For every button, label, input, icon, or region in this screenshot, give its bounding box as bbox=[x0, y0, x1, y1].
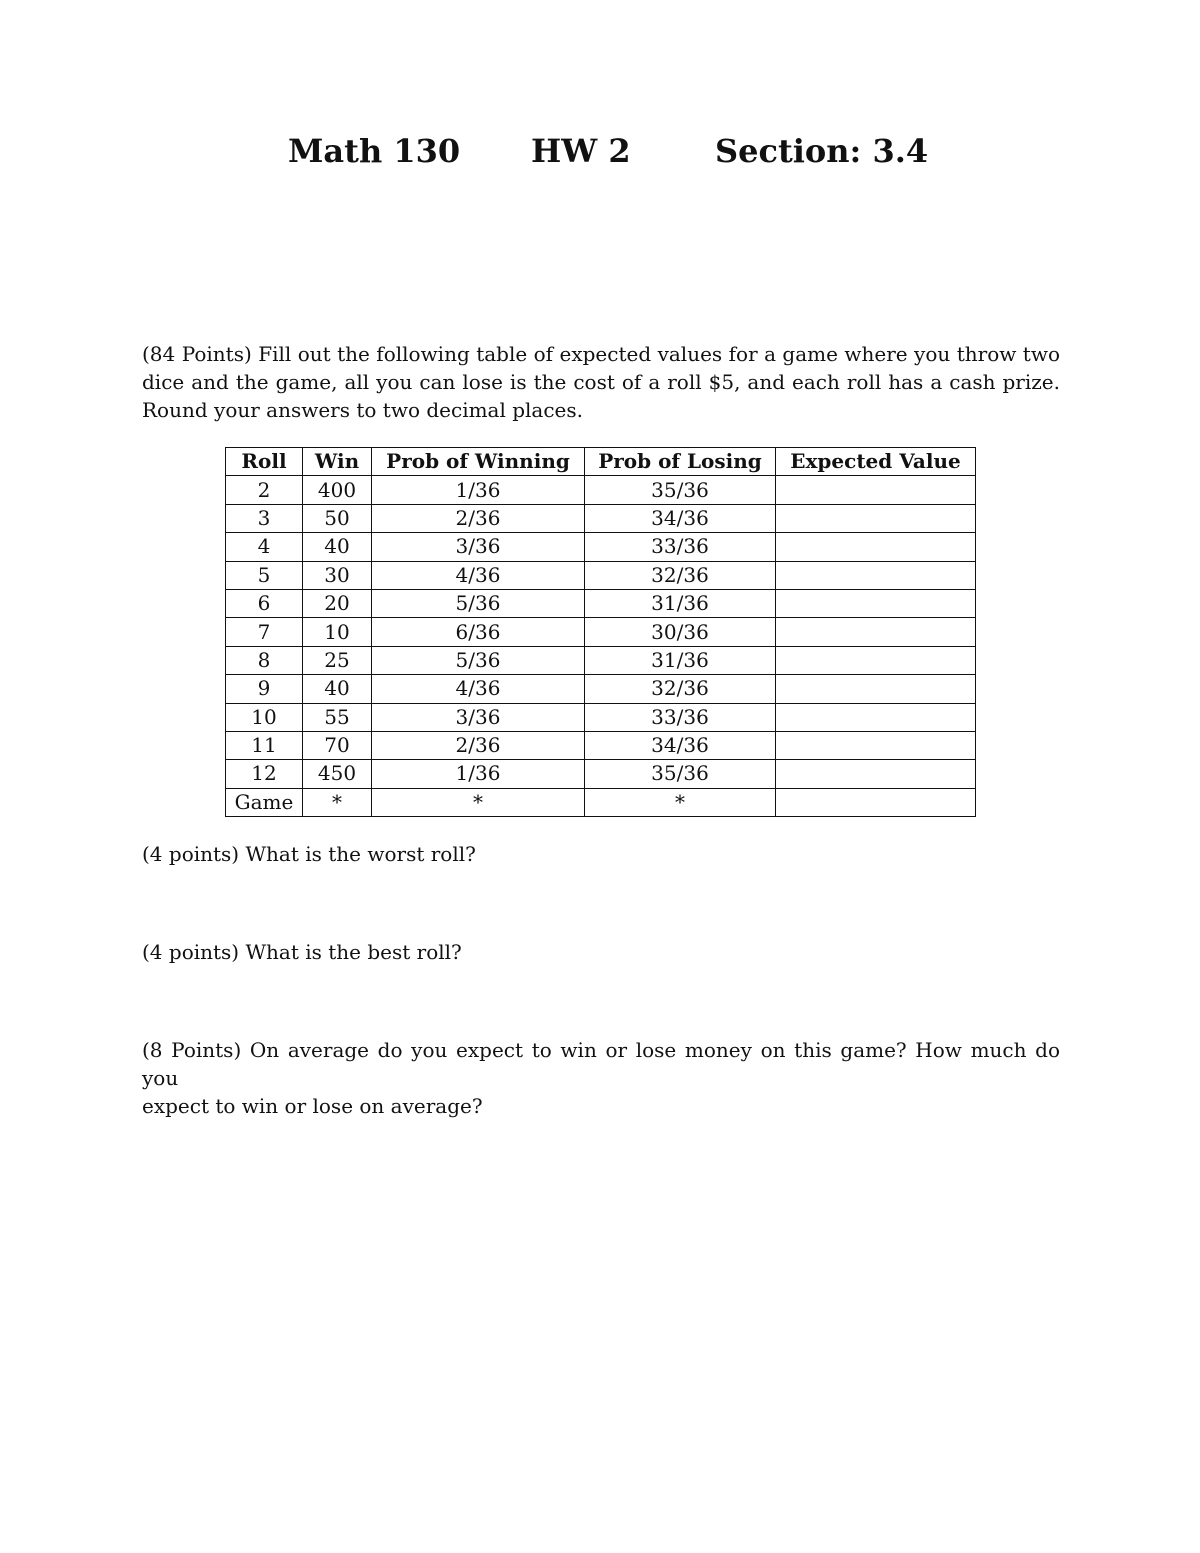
table-row bbox=[226, 675, 976, 703]
roll-cell: 10 bbox=[226, 703, 303, 731]
question-1-line-1: (84 Points) Fill out the following table of expected values for a game where you throw two bbox=[142, 342, 1060, 366]
prob-winning-cell: 5/36 bbox=[372, 589, 585, 617]
win-cell: 25 bbox=[303, 646, 372, 674]
prob-winning-cell: 6/36 bbox=[372, 618, 585, 646]
roll-cell: 2 bbox=[226, 476, 303, 504]
question-1 bbox=[142, 340, 1060, 424]
question-4-line-1: (8 Points) On average do you expect to win or lose money on this game? How much do you bbox=[142, 1038, 1060, 1090]
table-row bbox=[226, 476, 976, 504]
table-row bbox=[226, 760, 976, 788]
expected-value-cell bbox=[776, 675, 976, 703]
expected-value-cell bbox=[776, 618, 976, 646]
question-3: (4 points) What is the best roll? bbox=[142, 940, 462, 964]
prob-losing-cell: 32/36 bbox=[585, 561, 776, 589]
header-prob-winning: Prob of Winning bbox=[372, 448, 585, 476]
table-row bbox=[226, 646, 976, 674]
roll-cell: 3 bbox=[226, 504, 303, 532]
roll-cell: 4 bbox=[226, 533, 303, 561]
win-cell: 30 bbox=[303, 561, 372, 589]
header-roll: Roll bbox=[226, 448, 303, 476]
prob-winning-cell: 3/36 bbox=[372, 533, 585, 561]
section-title: Section: 3.4 bbox=[715, 132, 929, 170]
table-row bbox=[226, 618, 976, 646]
prob-winning-cell: * bbox=[372, 788, 585, 816]
prob-winning-cell: 4/36 bbox=[372, 675, 585, 703]
win-cell: 20 bbox=[303, 589, 372, 617]
roll-cell: 12 bbox=[226, 760, 303, 788]
header-win: Win bbox=[303, 448, 372, 476]
prob-winning-cell: 4/36 bbox=[372, 561, 585, 589]
expected-value-cell bbox=[776, 788, 976, 816]
win-cell: 40 bbox=[303, 675, 372, 703]
roll-cell: Game bbox=[226, 788, 303, 816]
page-title bbox=[0, 132, 1200, 182]
question-2: (4 points) What is the worst roll? bbox=[142, 842, 476, 866]
roll-cell: 6 bbox=[226, 589, 303, 617]
prob-losing-cell: 32/36 bbox=[585, 675, 776, 703]
prob-winning-cell: 3/36 bbox=[372, 703, 585, 731]
expected-value-cell bbox=[776, 646, 976, 674]
prob-losing-cell: 31/36 bbox=[585, 646, 776, 674]
prob-losing-cell: 31/36 bbox=[585, 589, 776, 617]
win-cell: * bbox=[303, 788, 372, 816]
question-4 bbox=[142, 1036, 1060, 1120]
roll-cell: 8 bbox=[226, 646, 303, 674]
prob-winning-cell: 5/36 bbox=[372, 646, 585, 674]
prob-winning-cell: 2/36 bbox=[372, 731, 585, 759]
question-1-line-2: dice and the game, all you can lose is the cost of a roll $5, and each roll has a cash prize. bbox=[142, 370, 1060, 394]
homework-title: HW 2 bbox=[531, 132, 631, 170]
prob-losing-cell: 35/36 bbox=[585, 760, 776, 788]
prob-winning-cell: 1/36 bbox=[372, 476, 585, 504]
win-cell: 450 bbox=[303, 760, 372, 788]
roll-cell: 11 bbox=[226, 731, 303, 759]
expected-value-table bbox=[225, 447, 976, 817]
expected-value-cell bbox=[776, 533, 976, 561]
question-4-line-2: expect to win or lose on average? bbox=[142, 1094, 483, 1118]
course-title: Math 130 bbox=[288, 132, 461, 170]
win-cell: 55 bbox=[303, 703, 372, 731]
table-row bbox=[226, 731, 976, 759]
prob-losing-cell: 35/36 bbox=[585, 476, 776, 504]
table-row-game-total bbox=[226, 788, 976, 816]
expected-value-cell bbox=[776, 504, 976, 532]
expected-value-cell bbox=[776, 703, 976, 731]
prob-losing-cell: 33/36 bbox=[585, 533, 776, 561]
win-cell: 40 bbox=[303, 533, 372, 561]
table-row bbox=[226, 533, 976, 561]
win-cell: 400 bbox=[303, 476, 372, 504]
header-expected-value: Expected Value bbox=[776, 448, 976, 476]
win-cell: 50 bbox=[303, 504, 372, 532]
prob-winning-cell: 2/36 bbox=[372, 504, 585, 532]
prob-losing-cell: 34/36 bbox=[585, 504, 776, 532]
prob-losing-cell: 34/36 bbox=[585, 731, 776, 759]
prob-losing-cell: * bbox=[585, 788, 776, 816]
roll-cell: 9 bbox=[226, 675, 303, 703]
win-cell: 70 bbox=[303, 731, 372, 759]
expected-value-cell bbox=[776, 476, 976, 504]
prob-losing-cell: 33/36 bbox=[585, 703, 776, 731]
expected-value-cell bbox=[776, 589, 976, 617]
header-prob-losing: Prob of Losing bbox=[585, 448, 776, 476]
table-row bbox=[226, 589, 976, 617]
roll-cell: 7 bbox=[226, 618, 303, 646]
prob-winning-cell: 1/36 bbox=[372, 760, 585, 788]
prob-losing-cell: 30/36 bbox=[585, 618, 776, 646]
question-1-line-3: Round your answers to two decimal places. bbox=[142, 398, 584, 422]
expected-value-cell bbox=[776, 561, 976, 589]
table-row bbox=[226, 504, 976, 532]
expected-value-cell bbox=[776, 760, 976, 788]
expected-value-cell bbox=[776, 731, 976, 759]
roll-cell: 5 bbox=[226, 561, 303, 589]
table-header-row bbox=[226, 448, 976, 476]
table-row bbox=[226, 561, 976, 589]
win-cell: 10 bbox=[303, 618, 372, 646]
table-row bbox=[226, 703, 976, 731]
